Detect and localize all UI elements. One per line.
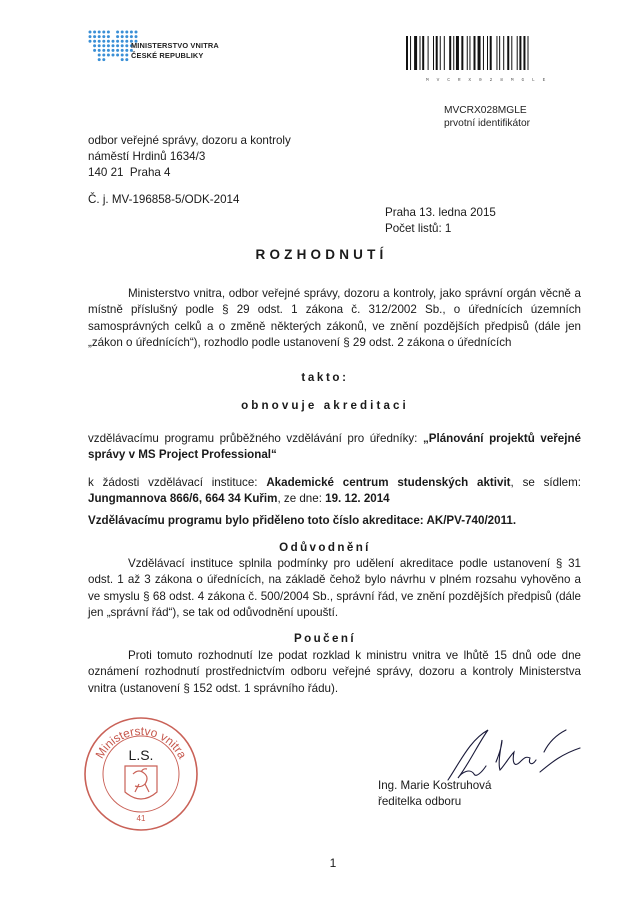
logo-dot — [116, 49, 119, 52]
office-address — [88, 133, 291, 181]
logo-dot — [125, 40, 128, 43]
official-stamp — [81, 714, 201, 834]
logo-dot — [93, 49, 96, 52]
barcode-bar — [523, 36, 525, 70]
logo-dot — [116, 31, 119, 34]
logo-dot — [102, 40, 105, 43]
logo-dot — [125, 31, 128, 34]
barcode-bar — [456, 36, 459, 70]
logo-dot — [121, 49, 124, 52]
sheet-count: Počet listů: 1 — [385, 221, 452, 235]
ministry-name-line2: ČESKÉ REPUBLIKY — [131, 50, 204, 60]
logo-dot — [125, 44, 128, 47]
logo-dot — [112, 40, 115, 43]
logo-dot — [102, 35, 105, 38]
address-line3: 140 21 Praha 4 — [88, 166, 171, 179]
institution-seat: Jungmannova 866/6, 664 34 Kuřim — [88, 492, 278, 506]
request-text-1: k žádosti vzdělávací instituce: — [88, 476, 267, 489]
barcode-bar — [517, 36, 518, 70]
logo-dot — [107, 40, 110, 43]
reference-number: Č. j. MV-196858-5/ODK-2014 — [88, 193, 240, 206]
barcode-bar — [478, 36, 481, 70]
logo-dot — [121, 40, 124, 43]
logo-dot — [89, 35, 92, 38]
logo-dot — [107, 31, 110, 34]
barcode-bar — [410, 36, 411, 70]
address-line1: odbor veřejné správy, dozoru a kontroly — [88, 134, 291, 147]
logo-dot — [121, 35, 124, 38]
barcode-bar — [414, 36, 417, 70]
logo-dot — [93, 40, 96, 43]
signer-block — [378, 778, 491, 810]
logo-dot — [102, 44, 105, 47]
logo-dot — [130, 35, 133, 38]
logo-dot — [98, 58, 101, 61]
logo-dot — [98, 44, 101, 47]
barcode-bar — [487, 36, 488, 70]
stamp-ring-text: Ministerstvo vnitra — [92, 723, 190, 762]
instruction-heading: Poučení — [294, 632, 356, 645]
barcode-bar — [499, 36, 500, 70]
verdict: obnovuje akreditaci — [241, 399, 409, 412]
signer-role: ředitelka odboru — [378, 795, 462, 808]
address-line2: náměstí Hrdinů 1634/3 — [88, 150, 206, 163]
signer-name: Ing. Marie Kostruhová — [378, 779, 492, 792]
logo-dot — [116, 44, 119, 47]
request-text-3: , ze dne: — [277, 492, 326, 506]
ministry-name-line1: MINISTERSTVO VNITRA — [131, 41, 219, 50]
lion-emblem — [125, 766, 157, 799]
logo-dot — [107, 35, 110, 38]
logo-dot — [112, 49, 115, 52]
document-identifier: MVCRX028MGLE — [444, 105, 527, 116]
barcode-bar — [461, 36, 463, 70]
reasoning-heading: Odůvodnění — [279, 541, 371, 554]
logo-dot — [121, 31, 124, 34]
request-paragraph — [88, 475, 581, 508]
barcode-bar — [490, 36, 492, 70]
barcode-bar — [453, 36, 454, 70]
barcode-bar — [467, 36, 468, 70]
barcode-bar — [511, 36, 512, 70]
logo-dot — [102, 49, 105, 52]
stamp-number: 41 — [136, 814, 146, 823]
barcode-bar — [440, 36, 441, 70]
barcode-bar — [519, 36, 521, 70]
logo-dot — [102, 31, 105, 34]
request-date: 19. 12. 2014 — [325, 492, 390, 506]
logo-dot — [116, 54, 119, 57]
stamp-ls-mark: L.S. — [128, 747, 154, 763]
logo-dot — [112, 54, 115, 57]
logo-dot — [121, 58, 124, 61]
barcode-bar — [428, 36, 429, 70]
logo-dot — [93, 35, 96, 38]
logo-dot — [125, 58, 128, 61]
accreditation-number-line: Vzdělávacímu programu bylo přiděleno toto číslo akreditace: AK/PV-740/2011. — [88, 514, 517, 527]
logo-dot — [98, 54, 101, 57]
logo-dot — [116, 40, 119, 43]
logo-dot — [125, 54, 128, 57]
barcode-bar — [469, 36, 470, 70]
barcode-bar — [483, 36, 484, 70]
takto-label: takto: — [301, 371, 349, 384]
logo-dot — [125, 35, 128, 38]
logo-dot — [121, 44, 124, 47]
document-title: ROZHODNUTÍ — [255, 247, 388, 262]
program-name: „Plánování projektů veřejné správy v MS Project Professional“ — [88, 432, 581, 462]
logo-dot — [98, 35, 101, 38]
logo-dot — [98, 31, 101, 34]
logo-dot — [93, 31, 96, 34]
logo-dot — [135, 35, 138, 38]
barcode-bar — [422, 36, 424, 70]
program-paragraph — [88, 431, 581, 464]
barcode-bar — [406, 36, 408, 70]
logo-dot — [125, 49, 128, 52]
logo-dot — [116, 35, 119, 38]
logo-dot — [121, 54, 124, 57]
reasoning-paragraph: Vzdělávací instituce splnila podmínky pro udělení akreditace podle ustanovení § 31 odst. 1 až 3 zákona o úřednících, na základě čehož bylo návrhu v plném rozsahu vyhověno a ve smyslu § 68 odst. 4 zákona č. 500/2004 Sb., správní řád, ve znění pozdějších předpisů (dále jen „správní řád“), se tak od odůvodnění upouští. — [88, 557, 581, 620]
request-text-2: , se sídlem: — [510, 476, 582, 489]
barcode-bar — [436, 36, 438, 70]
barcode-bar — [496, 36, 497, 70]
logo-dot — [102, 54, 105, 57]
logo-dot — [107, 44, 110, 47]
barcode-bar — [503, 36, 504, 70]
logo-dot — [93, 44, 96, 47]
barcode-bar — [449, 36, 451, 70]
logo-dot — [89, 40, 92, 43]
place-and-date-block — [385, 205, 496, 236]
logo-dot — [98, 49, 101, 52]
ministry-name — [131, 41, 219, 60]
identifier-caption: prvotní identifikátor — [444, 118, 531, 129]
intro-paragraph: Ministerstvo vnitra, odbor veřejné správy, dozoru a kontroly, jako správní orgán věcně a místně příslušný podle § 29 odst. 1 zákona č. 312/2002 Sb., o úřednících územních samosprávných celků a o změně některých zákonů, ve znění pozdějších předpisů (dále jen „zákon o úřednících“), rozhodlo podle ustanovení § 29 odst. 2 zákona o úřednících — [88, 287, 581, 350]
place-date: Praha 13. ledna 2015 — [385, 206, 496, 219]
program-prefix: vzdělávacímu programu průběžného vzdělávání pro úředníky: — [88, 432, 423, 445]
barcode-bar — [433, 36, 434, 70]
logo-dot — [89, 31, 92, 34]
barcode-bar — [420, 36, 421, 70]
logo-dot — [107, 54, 110, 57]
institution-name: Akademické centrum studenských aktivit — [266, 476, 511, 489]
logo-dot — [98, 40, 101, 43]
barcode-bar — [444, 36, 445, 70]
page-number: 1 — [329, 856, 337, 870]
barcode-bar — [507, 36, 509, 70]
barcode-bar — [474, 36, 476, 70]
instruction-paragraph: Proti tomuto rozhodnutí lze podat rozklad k ministru vnitra ve lhůtě 15 dnů ode dne oznámení rozhodnutí prostřednictvím odboru veřejné správy, dozoru a kontroly Ministerstva vnitra (ustanovení § 152 odst. 1 správního řádu). — [88, 649, 581, 695]
logo-dot — [112, 44, 115, 47]
barcode-bar — [528, 36, 529, 70]
logo-dot — [107, 49, 110, 52]
logo-dot — [130, 31, 133, 34]
logo-dot — [135, 31, 138, 34]
barcode-text: M V C R X 0 2 8 M G L E — [426, 78, 548, 83]
logo-dot — [102, 58, 105, 61]
